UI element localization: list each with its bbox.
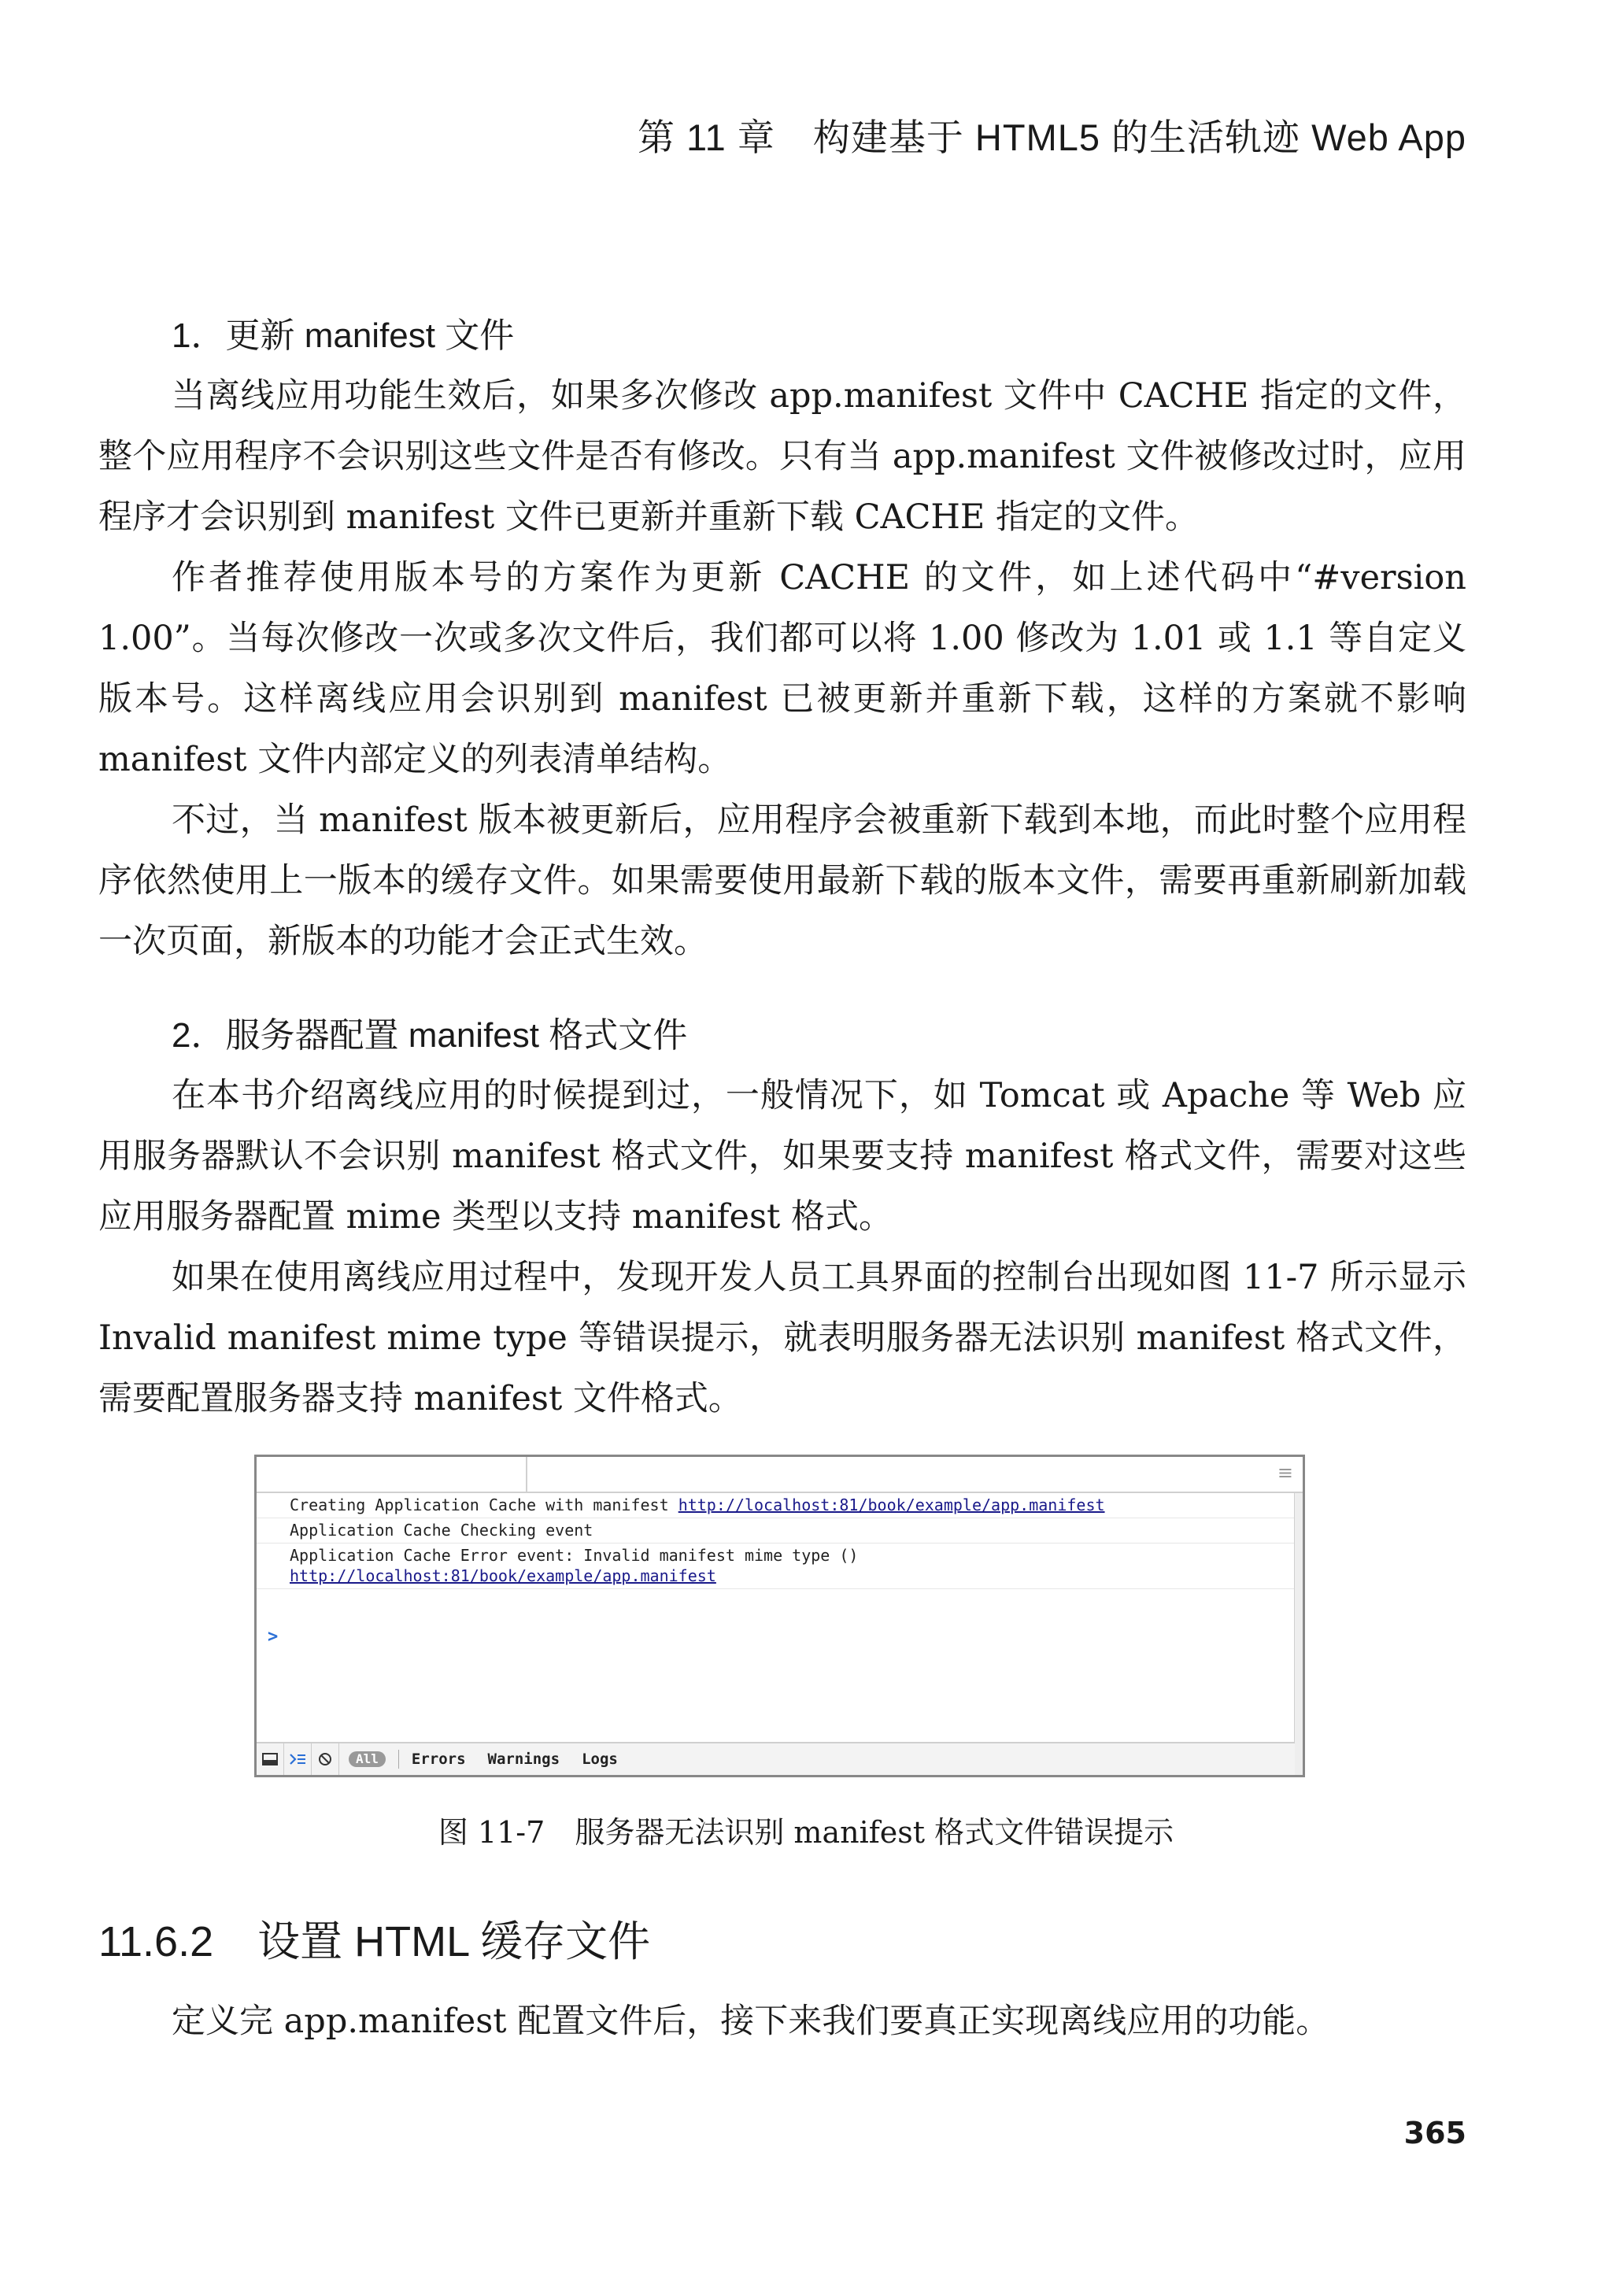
tab-warnings[interactable]: Warnings	[487, 1751, 560, 1768]
scrollbar[interactable]	[1294, 1493, 1303, 1775]
clear-icon[interactable]	[312, 1743, 339, 1775]
menu-icon[interactable]: ≡	[1277, 1462, 1293, 1484]
subsection-title: 设置 HTML 缓存文件	[257, 1918, 651, 1965]
page-number: 365	[1403, 2116, 1466, 2150]
tab-logs[interactable]: Logs	[582, 1751, 618, 1768]
manifest-link[interactable]: http://localhost:81/book/example/app.manifest	[290, 1566, 716, 1585]
section-heading-update-manifest: 1．更新 manifest 文件	[172, 316, 515, 355]
divider	[526, 1457, 527, 1492]
paragraph: 在本书介绍离线应用的时候提到过，一般情况下，如 Tomcat 或 Apache 等 Web 应用服务器默认不会识别 manifest 格式文件，如果要支持 manifest 格式文件，需要对这些应用服务器配置 mime 类型以支持 manifest 格式。	[98, 1076, 1466, 1237]
console-line: Creating Application Cache with manifest http://localhost:81/book/example/app.manifest	[257, 1493, 1295, 1518]
figure-caption: 图 11-7 服务器无法识别 manifest 格式文件错误提示	[438, 1815, 1174, 1850]
running-header: 第 11 章 构建基于 HTML5 的生活轨迹 Web App	[637, 116, 1466, 158]
console-line: Application Cache Error event: Invalid manifest mime type () http://localhost:81/book/example/app.manifest	[257, 1544, 1295, 1589]
paragraph: 当离线应用功能生效后，如果多次修改 app.manifest 文件中 CACHE 指定的文件，整个应用程序不会识别这些文件是否有修改。只有当 app.manifest 文件被修改过时，应用程序才会识别到 manifest 文件已更新并重新下载 CACHE 指定的文件。	[98, 376, 1466, 537]
divider	[398, 1750, 399, 1769]
paragraph: 作者推荐使用版本号的方案作为更新 CACHE 的文件，如上述代码中“#version 1.00”。当每次修改一次或多次文件后，我们都可以将 1.00 修改为 1.01 或 1.1 等自定义版本号。这样离线应用会识别到 manifest 已被更新并重新下载，这样的方案就不影响 manifest 文件内部定义的列表清单结构。	[98, 558, 1466, 779]
paragraph: 如果在使用离线应用过程中，发现开发人员工具界面的控制台出现如图 11-7 所示显示 Invalid manifest mime type 等错误提示，就表明服务器无法识别 manifest 格式文件，需要配置服务器支持 manifest 文件格式。	[98, 1258, 1466, 1418]
console-toolbar	[257, 1742, 1295, 1775]
subsection-heading	[98, 1908, 650, 1969]
dock-icon[interactable]	[257, 1743, 284, 1775]
subsection-number: 11.6.2	[98, 1918, 214, 1965]
filter-all-badge[interactable]: All	[349, 1751, 386, 1767]
console-screenshot-figure	[254, 1455, 1305, 1777]
paragraph: 不过，当 manifest 版本被更新后，应用程序会被重新下载到本地，而此时整个应用程序依然使用上一版本的缓存文件。如果需要使用最新下载的版本文件，需要再重新刷新加载一次页面，新版本的功能才会正式生效。	[98, 800, 1466, 961]
section-heading-server-config: 2．服务器配置 manifest 格式文件	[172, 1016, 688, 1055]
console-prompt-icon[interactable]: >	[268, 1627, 279, 1647]
console-output	[257, 1493, 1295, 1742]
console-top-bar	[257, 1457, 1303, 1493]
console-icon[interactable]	[284, 1743, 312, 1775]
console-line: Application Cache Checking event	[257, 1518, 1295, 1544]
paragraph: 定义完 app.manifest 配置文件后，接下来我们要真正实现离线应用的功能。	[172, 2002, 1330, 2041]
manifest-link[interactable]: http://localhost:81/book/example/app.manifest	[678, 1496, 1105, 1514]
tab-errors[interactable]: Errors	[411, 1751, 466, 1768]
